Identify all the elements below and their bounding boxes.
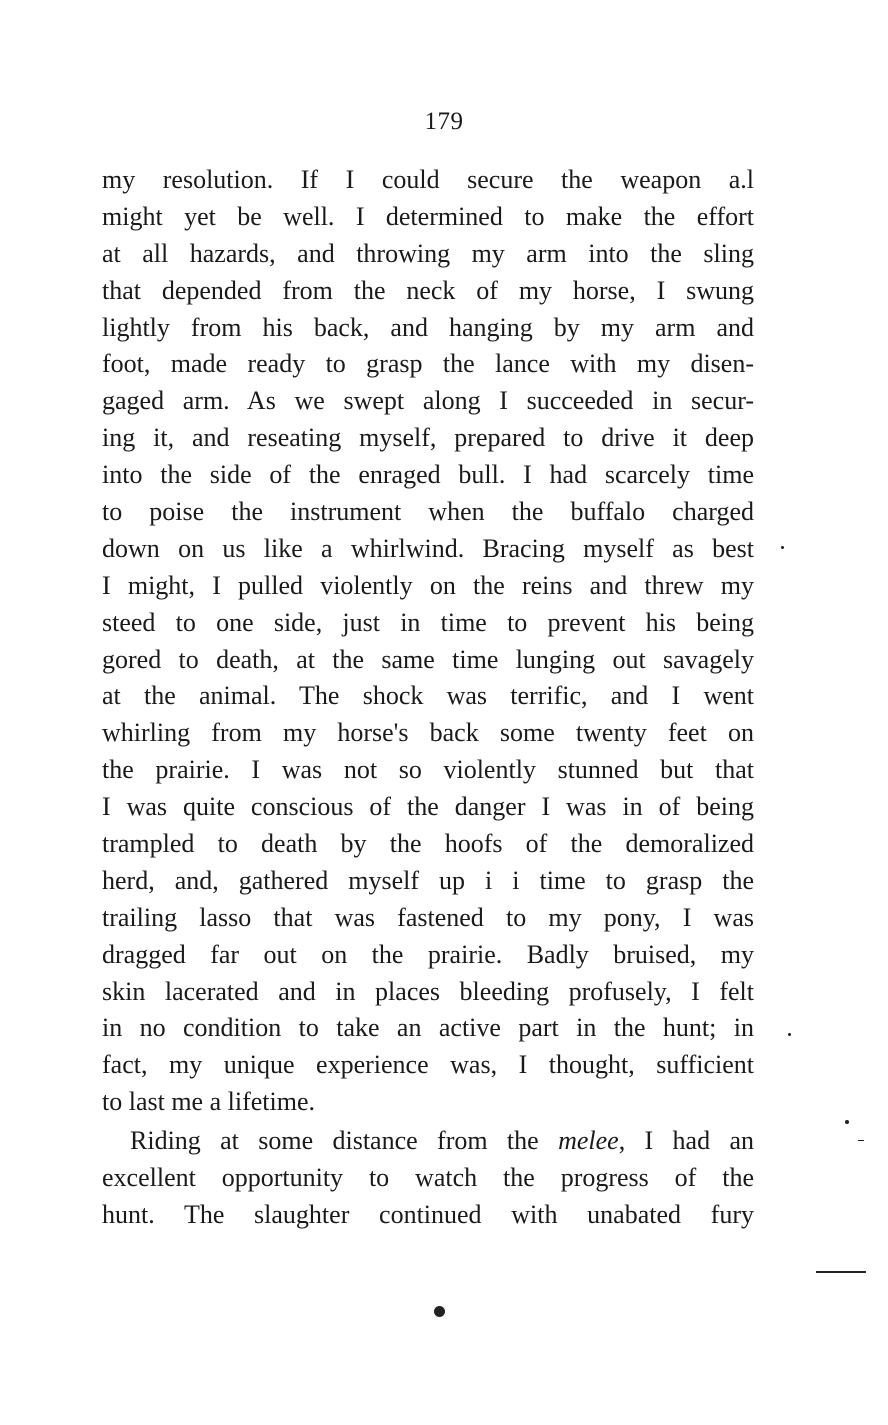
text-line: ing it, and reseating myself, prepared to drive it deep [102, 423, 754, 453]
ink-speck [845, 1120, 849, 1124]
text-line: in no condition to take an active part in the hunt; in [102, 1013, 754, 1043]
text-line: lightly from his back, and hanging by my arm and [102, 312, 754, 342]
text-line: trampled to death by the hoofs of the demoralized [102, 829, 754, 859]
text-line: I might, I pulled violently on the reins and threw my [102, 570, 754, 600]
text-line: my resolution. If I could secure the weapon a.l [102, 165, 754, 194]
text-line: hunt. The slaughter continued with unabated fury [102, 1199, 754, 1229]
ink-stroke [816, 1271, 866, 1273]
text-line: steed to one side, just in time to prevent his being [102, 607, 754, 637]
text-line: might yet be well. I determined to make the effort [102, 201, 754, 231]
text-line: skin lacerated and in places bleeding profusely, I felt [102, 976, 754, 1006]
text-line: gaged arm. As we swept along I succeeded in secur- [102, 386, 754, 416]
text-line: to poise the instrument when the buffalo charged [102, 497, 754, 527]
text-line: into the side of the enraged bull. I had scarcely time [102, 460, 754, 490]
text-line: dragged far out on the prairie. Badly bruised, my [102, 939, 754, 969]
text-line: herd, and, gathered myself up i i time to grasp the [102, 865, 754, 895]
text-line: that depended from the neck of my horse, I swung [102, 275, 754, 305]
ink-stroke [858, 1140, 864, 1141]
text-line: whirling from my horse's back some twenty feet on [102, 718, 754, 748]
text-line: trailing lasso that was fastened to my pony, I was [102, 902, 754, 932]
ink-speck [788, 1033, 791, 1036]
ink-speck [434, 1306, 445, 1317]
text-line: down on us like a whirlwind. Bracing myself as best [102, 533, 754, 563]
text-line [102, 1123, 754, 1160]
text-line: at the animal. The shock was terrific, and I went [102, 681, 754, 711]
text-run: , I had an [618, 1126, 754, 1156]
text-line: gored to death, at the same time lunging out savagely [102, 644, 754, 674]
text-line: fact, my unique experience was, I thought, sufficient [102, 1050, 754, 1080]
italic-word: melee [558, 1126, 619, 1156]
paragraph [102, 162, 754, 1121]
text-line: the prairie. I was not so violently stunned but that [102, 755, 754, 785]
text-line: at all hazards, and throwing my arm into the sling [102, 238, 754, 268]
paragraph [102, 1123, 754, 1234]
body-text [102, 162, 754, 1234]
text-line: I was quite conscious of the danger I was in of being [102, 792, 754, 822]
text-line: foot, made ready to grasp the lance with my disen- [102, 349, 754, 379]
page-number: 179 [424, 108, 464, 135]
text-run: Riding at some distance from the [130, 1126, 559, 1156]
ink-speck [781, 546, 784, 549]
text-line: to last me a lifetime. [102, 1087, 315, 1117]
text-line: excellent opportunity to watch the progress of the [102, 1163, 754, 1193]
